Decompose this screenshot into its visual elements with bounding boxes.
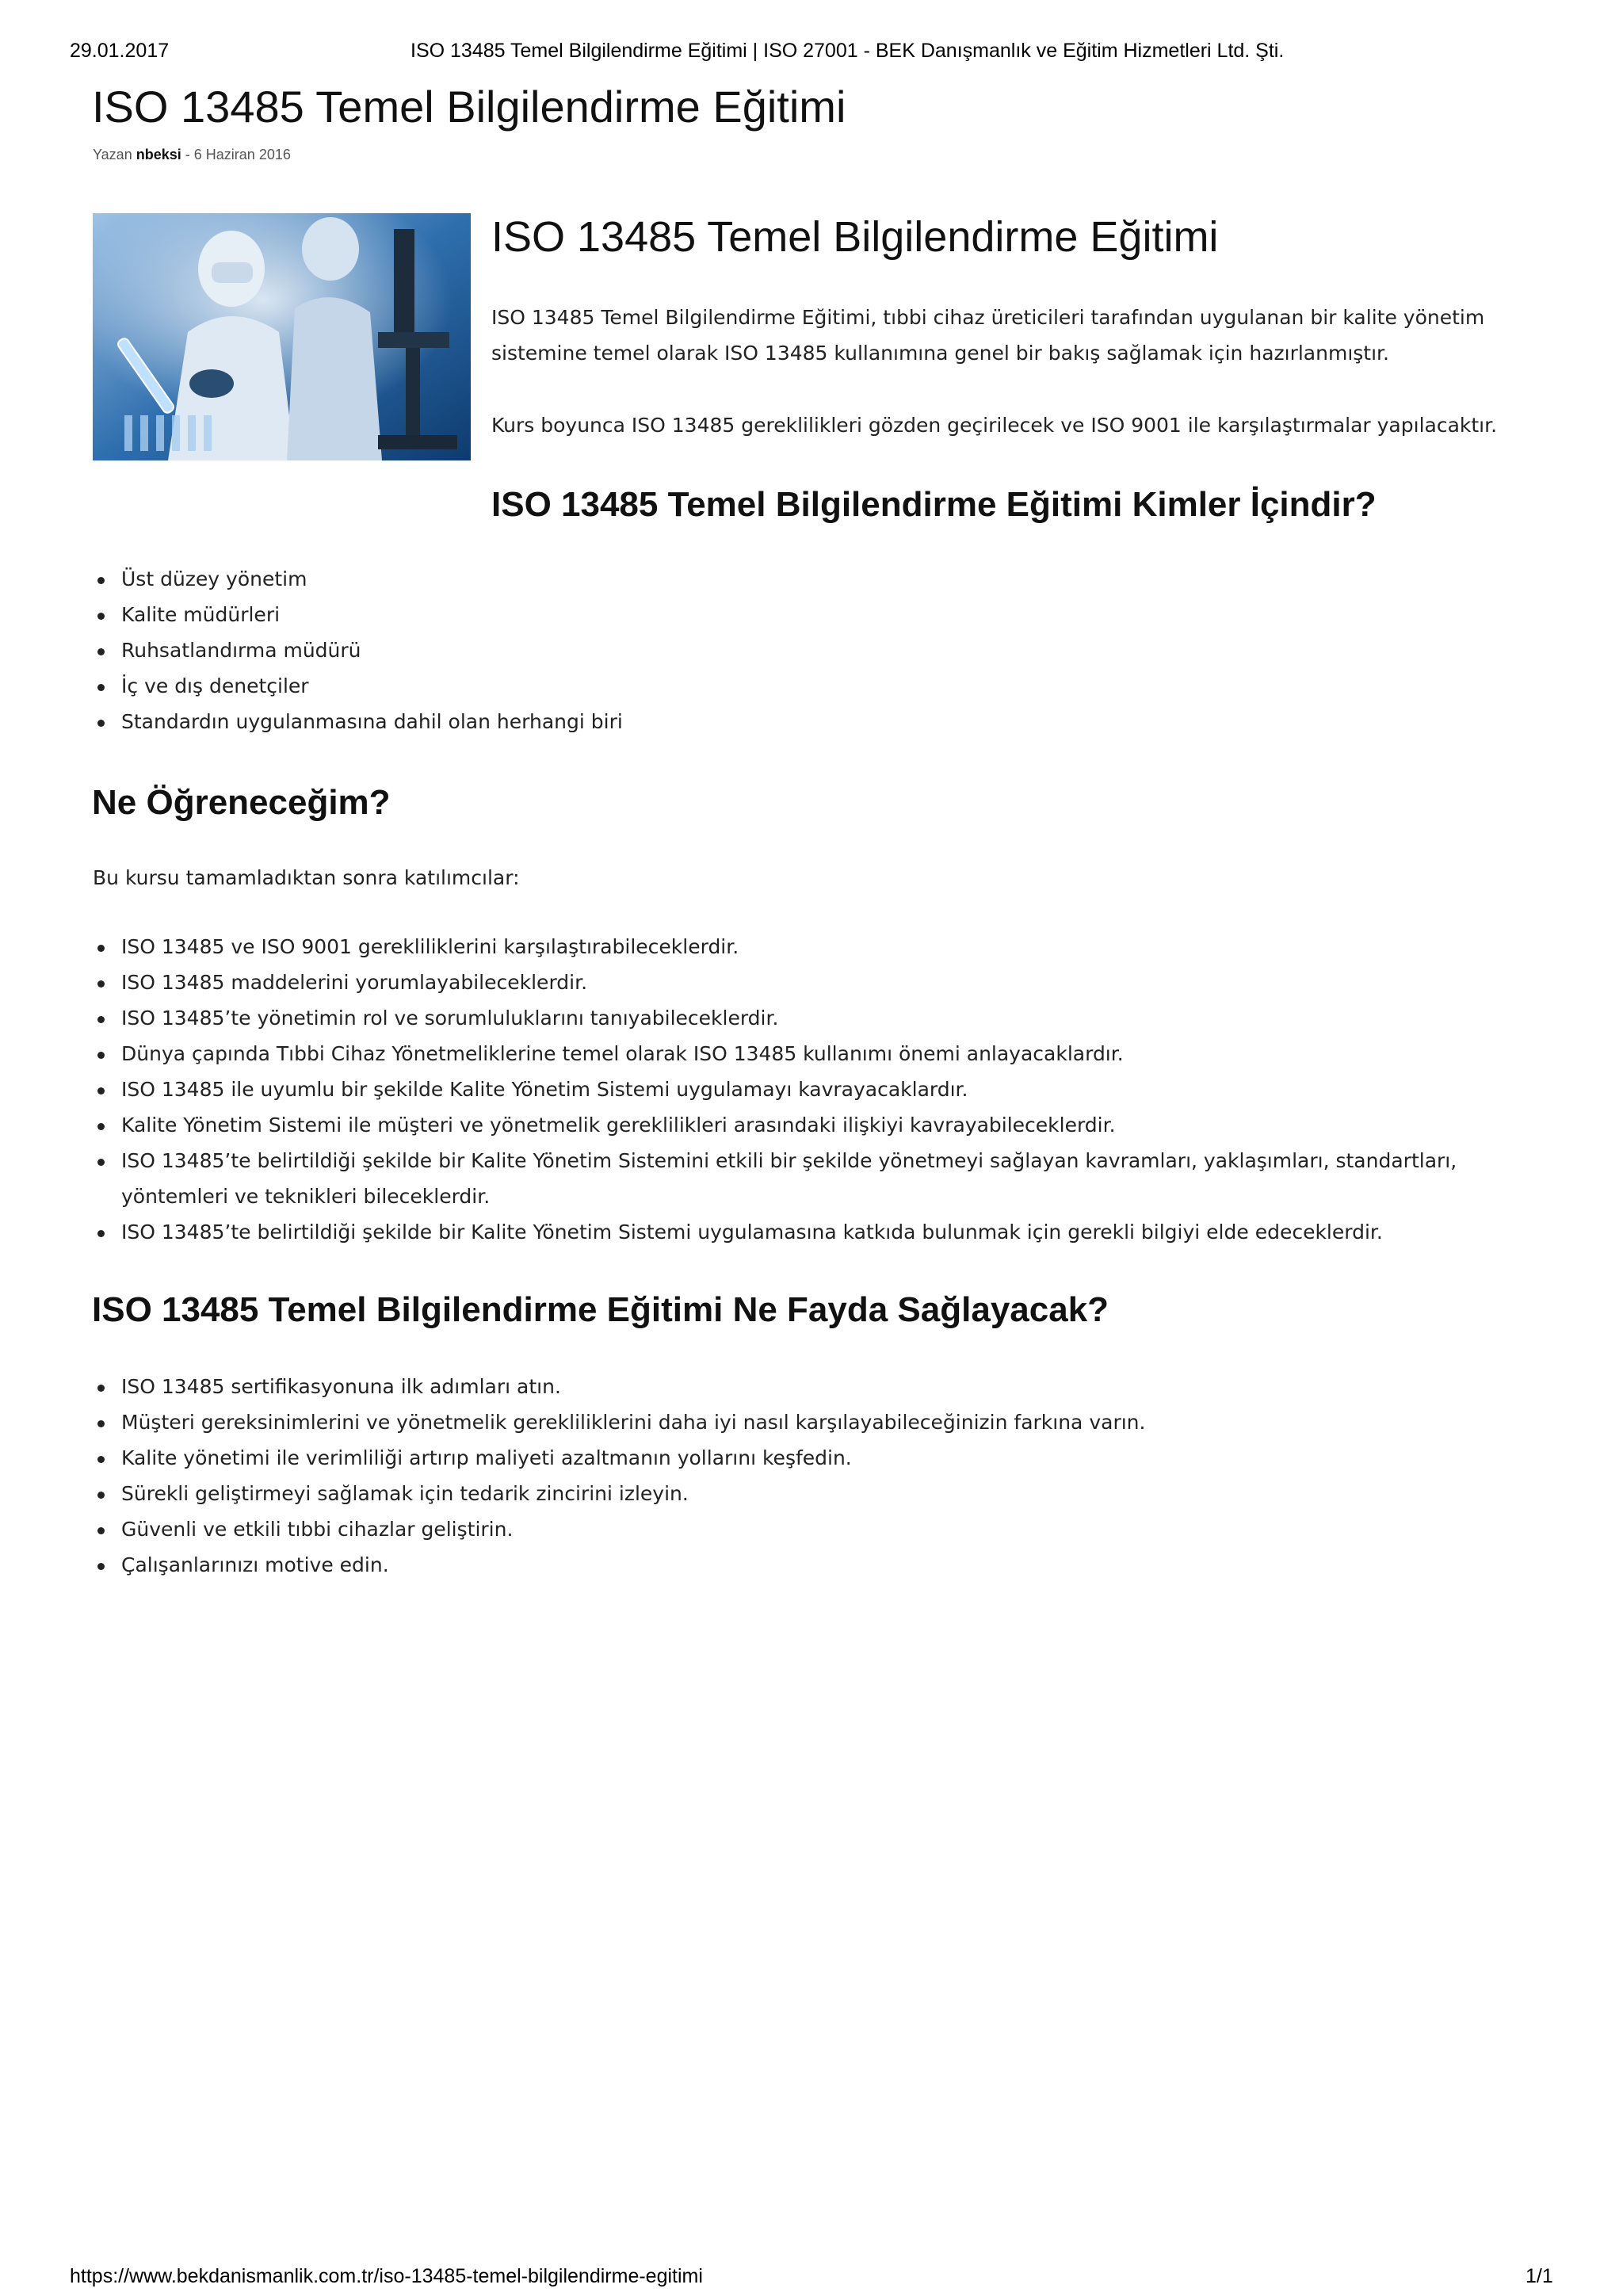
list-item: İç ve dış denetçiler — [93, 668, 885, 704]
list-item: Kalite Yönetim Sistemi ile müşteri ve yönetmelik gereklilikleri arasındaki ilişkiyi kavrayabileceklerdir. — [93, 1107, 1519, 1143]
list-item: Üst düzey yönetim — [93, 561, 885, 597]
list-item: ISO 13485 sertifikasyonuna ilk adımları atın. — [93, 1369, 1519, 1404]
benefit-list — [93, 1369, 1519, 1583]
laboratory-photo-illustration — [93, 213, 471, 460]
list-item: Dünya çapında Tıbbi Cihaz Yönetmeliklerine temel olarak ISO 13485 kullanımı önemi anlayacaklardır. — [93, 1036, 1519, 1072]
list-item: ISO 13485’te yönetimin rol ve sorumluluklarını tanıyabileceklerdir. — [93, 1000, 1519, 1036]
learn-heading: Ne Öğreneceğim? — [92, 783, 391, 822]
who-heading: ISO 13485 Temel Bilgilendirme Eğitimi Kimler İçindir? — [491, 485, 1377, 524]
who-list — [93, 561, 885, 739]
intro-paragraph-1: ISO 13485 Temel Bilgilendirme Eğitimi, tıbbi cihaz üreticileri tarafından uygulanan bir kalite yönetim sistemine temel olarak ISO 13485 kullanımına genel bir bakış sağlamak için hazırlanmıştır. — [491, 306, 1485, 365]
byline-separator: - — [185, 147, 190, 162]
intro-paragraph-2: Kurs boyunca ISO 13485 gereklilikleri gözden geçirilecek ve ISO 9001 ile karşılaştırmalar yapılacaktır. — [491, 414, 1498, 437]
list-item: ISO 13485’te belirtildiği şekilde bir Kalite Yönetim Sistemini etkili bir şekilde yönetmeyi sağlayan kavramları, yaklaşımları, standartları, yöntemleri ve teknikleri bileceklerdir. — [93, 1143, 1519, 1214]
print-page-number: 1/1 — [1526, 2265, 1553, 2287]
list-item: Çalışanlarınızı motive edin. — [93, 1547, 1519, 1583]
list-item: Müşteri gereksinimlerini ve yönetmelik gerekliliklerini daha iyi nasıl karşılayabileceğinizin farkına varın. — [93, 1404, 1519, 1440]
list-item: ISO 13485 ile uyumlu bir şekilde Kalite Yönetim Sistemi uygulamayı kavrayacaklardır. — [93, 1072, 1519, 1107]
list-item: ISO 13485’te belirtildiği şekilde bir Kalite Yönetim Sistemi uygulamasına katkıda bulunmak için gerekli bilgiyi elde edeceklerdir. — [93, 1214, 1519, 1250]
list-item: Sürekli geliştirmeyi sağlamak için tedarik zincirini izleyin. — [93, 1476, 1519, 1511]
hero-image — [93, 213, 471, 460]
author-link[interactable]: nbeksi — [136, 147, 181, 162]
print-date: 29.01.2017 — [70, 40, 170, 62]
list-item: Güvenli ve etkili tıbbi cihazlar geliştirin. — [93, 1511, 1519, 1547]
list-item: Ruhsatlandırma müdürü — [93, 632, 885, 668]
print-url: https://www.bekdanismanlik.com.tr/iso-13485-temel-bilgilendirme-egitimi — [70, 2265, 703, 2287]
list-item: Standardın uygulanmasına dahil olan herhangi biri — [93, 704, 885, 739]
post-title: ISO 13485 Temel Bilgilendirme Eğitimi — [92, 82, 846, 132]
list-item: ISO 13485 maddelerini yorumlayabileceklerdir. — [93, 965, 1519, 1000]
benefit-heading: ISO 13485 Temel Bilgilendirme Eğitimi Ne Fayda Sağlayacak? — [92, 1290, 1109, 1329]
intro-title: ISO 13485 Temel Bilgilendirme Eğitimi — [491, 213, 1219, 261]
byline — [93, 147, 291, 163]
print-page-title: ISO 13485 Temel Bilgilendirme Eğitimi | ISO 27001 - BEK Danışmanlık ve Eğitim Hizmetleri Ltd. Şti. — [411, 40, 1285, 62]
learn-list — [93, 929, 1519, 1250]
byline-prefix: Yazan — [93, 147, 132, 162]
post-date: 6 Haziran 2016 — [193, 147, 291, 162]
learn-intro: Bu kursu tamamladıktan sonra katılımcılar: — [93, 866, 520, 889]
list-item: Kalite müdürleri — [93, 597, 885, 632]
list-item: ISO 13485 ve ISO 9001 gerekliliklerini karşılaştırabileceklerdir. — [93, 929, 1519, 965]
list-item: Kalite yönetimi ile verimliliği artırıp maliyeti azaltmanın yollarını keşfedin. — [93, 1440, 1519, 1476]
